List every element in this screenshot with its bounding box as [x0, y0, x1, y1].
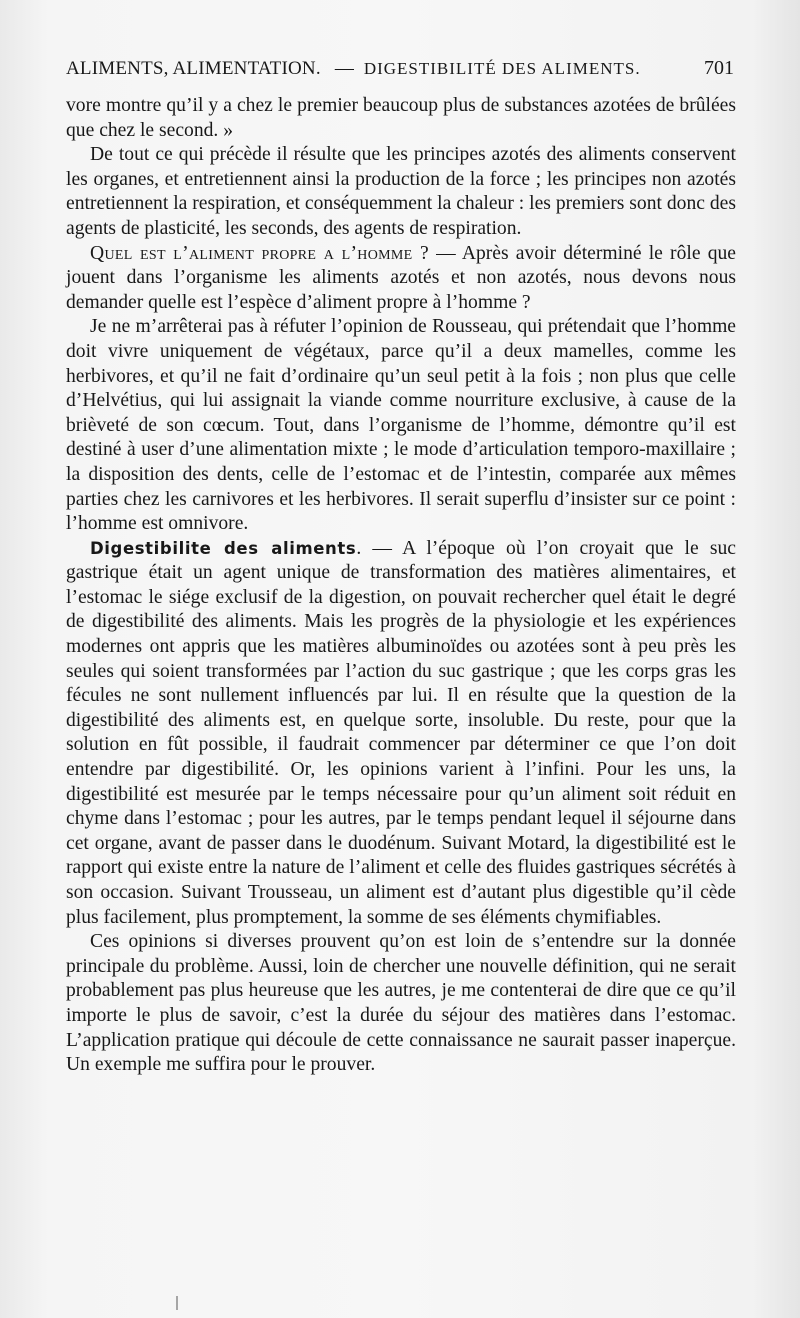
paragraph-continuation: vore montre qu’il y a chez le premier beaucoup plus de substances azotées de brûlées que chez le second. »	[66, 95, 736, 141]
paragraph-opinions: Ces opinions si diverses prouvent qu’on est loin de s’entendre sur la donnée principale du problème. Aussi, loin de chercher une nouvelle définition, qui ne serait probablement pas plus heureuse que les autres, je me contenterai de dire que ce qu’il importe le plus de savoir, c’est la durée du séjour des matières dans l’estomac. L’application pratique qui découle de cette connaissance ne saurait passer inaperçue. Un exemple me suffira pour le prouver.	[66, 931, 736, 1076]
header-subtitle: DIGESTIBILITÉ DES ALIMENTS.	[363, 59, 641, 78]
paragraph-proper-food	[66, 242, 736, 316]
page-number: 701	[704, 57, 734, 79]
section-heading-digestibility: Digestibilite des aliments	[90, 538, 357, 558]
paragraph-principles: De tout ce qui précède il résulte que les principes azotés des aliments conservent les organes, et entretiennent ainsi la production de la force ; les principes non azotés entretiennent la respiration, et conséquemment la chaleur : les premiers sont donc des agents de plasticité, les seconds, des agents de respiration.	[66, 144, 736, 239]
header-title: ALIMENTS, ALIMENTATION.	[66, 58, 321, 79]
page-body	[66, 94, 736, 1078]
paragraph-digestibility-text: . — A l’époque où l’on croyait que le suc gastrique était un agent unique de transformation des matières alimentaires, et l’estomac le siége exclusif de la digestion, on pouvait rechercher quel était le degré de digestibilité des aliments. Mais les progrès de la physiologie et les expériences modernes ont appris que les matières albuminoïdes ou azotées sont à peu près les seules qui soient transformées par l’action du suc gastrique ; que les corps gras les fécules ne sont nullement influencés par lui. Il en résulte que la question de la digestibilité des aliments est, en quelque sorte, insoluble. Du reste, pour que la solution en fût possible, il faudrait commencer par déterminer ce que l’on doit entendre par digestibilité. Or, les opinions varient à l’infini. Pour les uns, la digestibilité est mesurée par le temps nécessaire pour qu’un aliment soit réduit en chyme dans l’estomac ; pour les autres, par le temps pendant lequel il séjourne dans cet organe, avant de passer dans le duodénum. Suivant Motard, la digestibilité est le rapport qui existe entre la nature de l’aliment et celle des fluides gastriques sécrétés à son occasion. Suivant Trousseau, un aliment est d’autant plus digestible qu’il cède plus facilement, plus promptement, la somme de ses éléments chymifiables.	[66, 537, 736, 928]
paragraph-proper-food-text: — Après avoir déterminé le rôle que jouent dans l’organisme les aliments azotés et non azotés, nous devons nous demander quelle est l’espèce d’aliment propre à l’homme ?	[66, 242, 736, 313]
header-dash: —	[334, 58, 354, 79]
running-header	[66, 57, 734, 80]
section-heading-proper-food: Quel est l’aliment propre a l’homme ?	[90, 242, 429, 264]
paragraph-rousseau: Je ne m’arrêterai pas à réfuter l’opinion de Rousseau, qui prétendait que l’homme doit vivre uniquement de végétaux, parce qu’il a deux mamelles, comme les herbivores, et qu’il ne fait d’ordinaire qu’un seul petit à la fois ; non plus que celle d’Helvétius, qui lui assignait la viande comme nourriture exclusive, à cause de la brièveté de son cœcum. Tout, dans l’organisme de l’homme, démontre qu’il est destiné à user d’une alimentation mixte ; le mode d’articulation temporo-maxillaire ; la disposition des dents, celle de l’estomac et de l’intestin, comparée aux mêmes parties chez les carnivores et les herbivores. Il serait superflu d’insister sur ce point : l’homme est omnivore.	[66, 316, 736, 535]
print-speck	[176, 1296, 178, 1310]
paragraph-digestibility	[66, 537, 736, 931]
